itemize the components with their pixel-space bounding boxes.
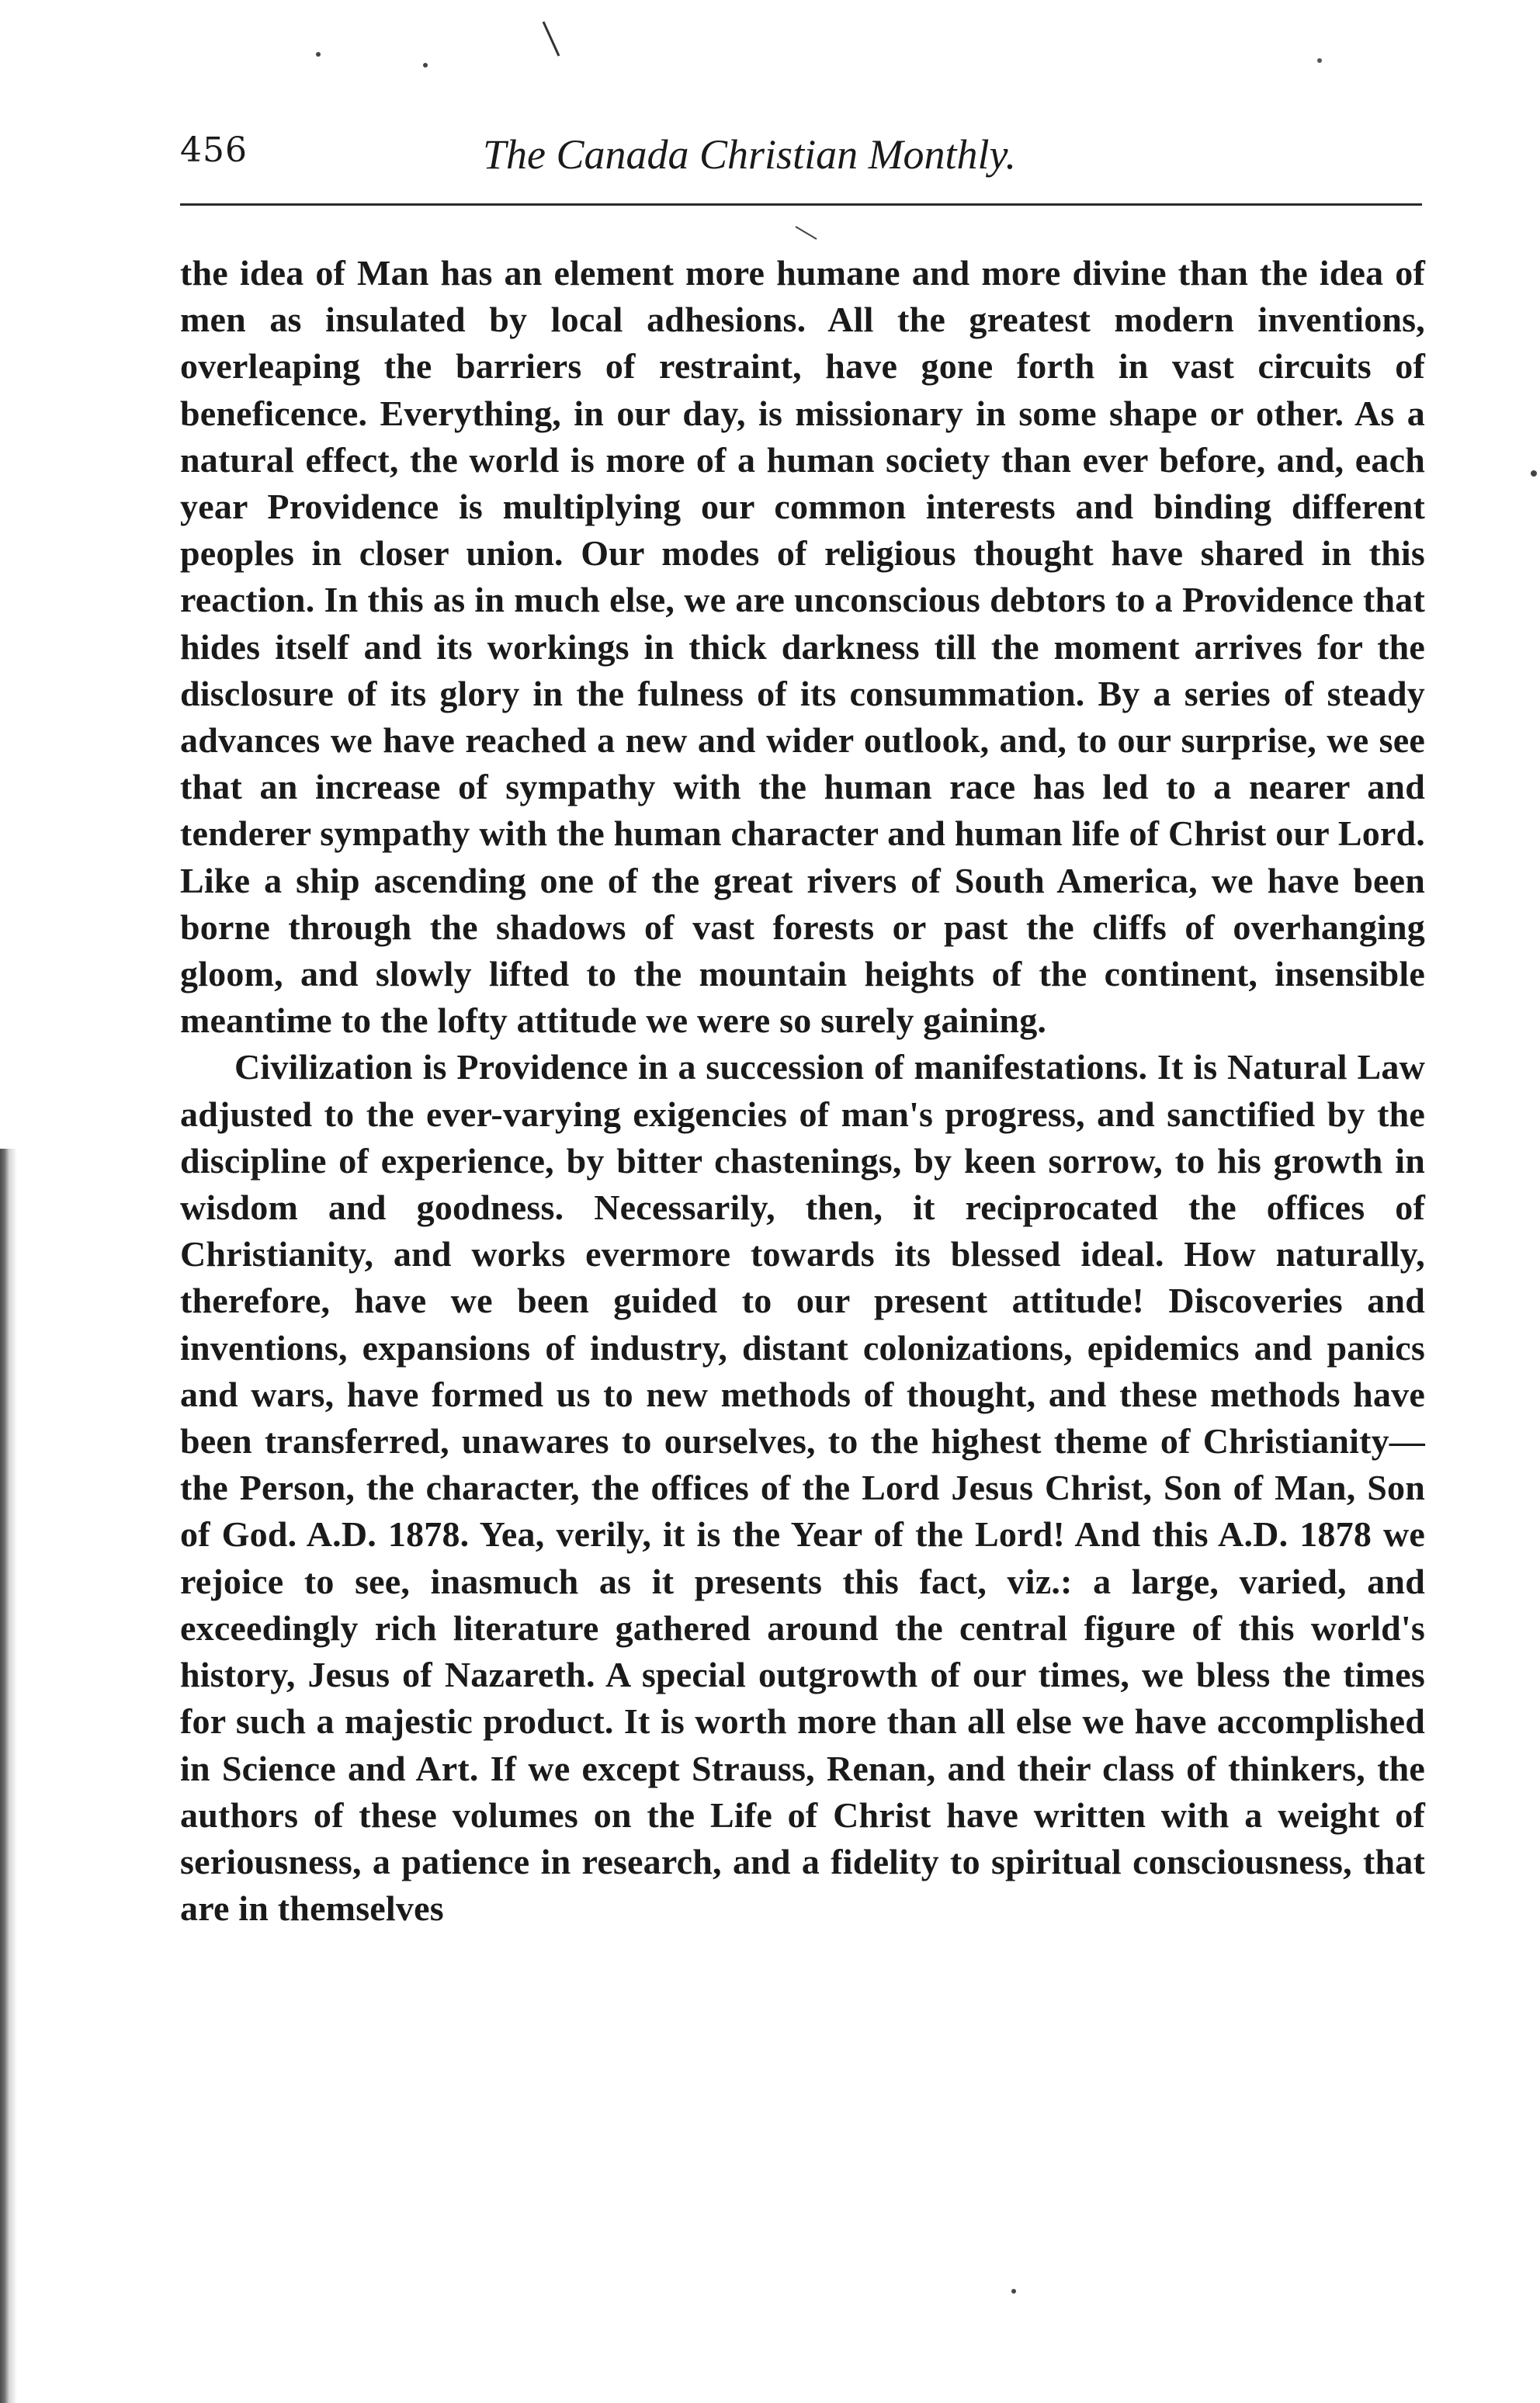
body-text — [180, 250, 1425, 1932]
page-number: 456 — [180, 130, 248, 170]
header-rule — [180, 203, 1422, 206]
paragraph-civilization: Civilization is Providence in a succession of manifestations. It is Natural Law adjusted to the ever-varying exigencies of man's progress, and sanctified by the discipline of experience, by bitter chastenings, by keen sorrow, to his growth in wisdom and goodness. Necessarily, then, it reciprocated the offices of Christianity, and works evermore towards its blessed ideal. How naturally, therefore, have we been guided to our present attitude! Discoveries and inventions, expansions of industry, distant colonizations, epidemics and panics and wars, have formed us to new methods of thought, and these methods have been transferred, unawares to ourselves, to the highest theme of Christianity—the Person, the character, the offices of the Lord Jesus Christ, Son of Man, Son of God. A.D. 1878. Yea, verily, it is the Year of the Lord! And this A.D. 1878 we rejoice to see, inasmuch as it presents this fact, viz.: a large, varied, and exceedingly rich literature gathered around the central figure of this world's history, Jesus of Nazareth. A special outgrowth of our times, we bless the times for such a majestic product. It is worth more than all else we have accomplished in Science and Art. If we except Strauss, Renan, and their class of thinkers, the authors of these volumes on the Life of Christ have written with a weight of seriousness, a patience in research, and a fidelity to spiritual consciousness, that are in themselves — [180, 1047, 1425, 1929]
paragraph-continued: the idea of Man has an element more humane and more divine than the idea of men as insulated by local adhesions. All the greatest modern inventions, overleaping the barriers of restraint, have gone forth in vast circuits of beneficence. Everything, in our day, is missionary in some shape or other. As a natural effect, the world is more of a human society than ever before, and, each year Providence is multiplying our common interests and binding different peoples in closer union. Our modes of religious thought have shared in this reaction. In this as in much else, we are unconscious debtors to a Providence that hides itself and its workings in thick darkness till the moment arrives for the disclosure of its glory in the fulness of its consummation. By a series of steady advances we have reached a new and wider outlook, and, to our surprise, we see that an increase of sympathy with the human race has led to a nearer and tenderer sympathy with the human character and human life of Christ our Lord. Like a ship ascending one of the great rivers of South America, we have been borne through the shadows of vast forests or past the cliffs of overhanging gloom, and slowly lifted to the mountain heights of the continent, insensible meantime to the lofty attitude we were so surely gaining. — [180, 253, 1425, 1041]
page-header — [180, 130, 1422, 185]
running-title: The Canada Christian Monthly. — [483, 131, 1017, 178]
